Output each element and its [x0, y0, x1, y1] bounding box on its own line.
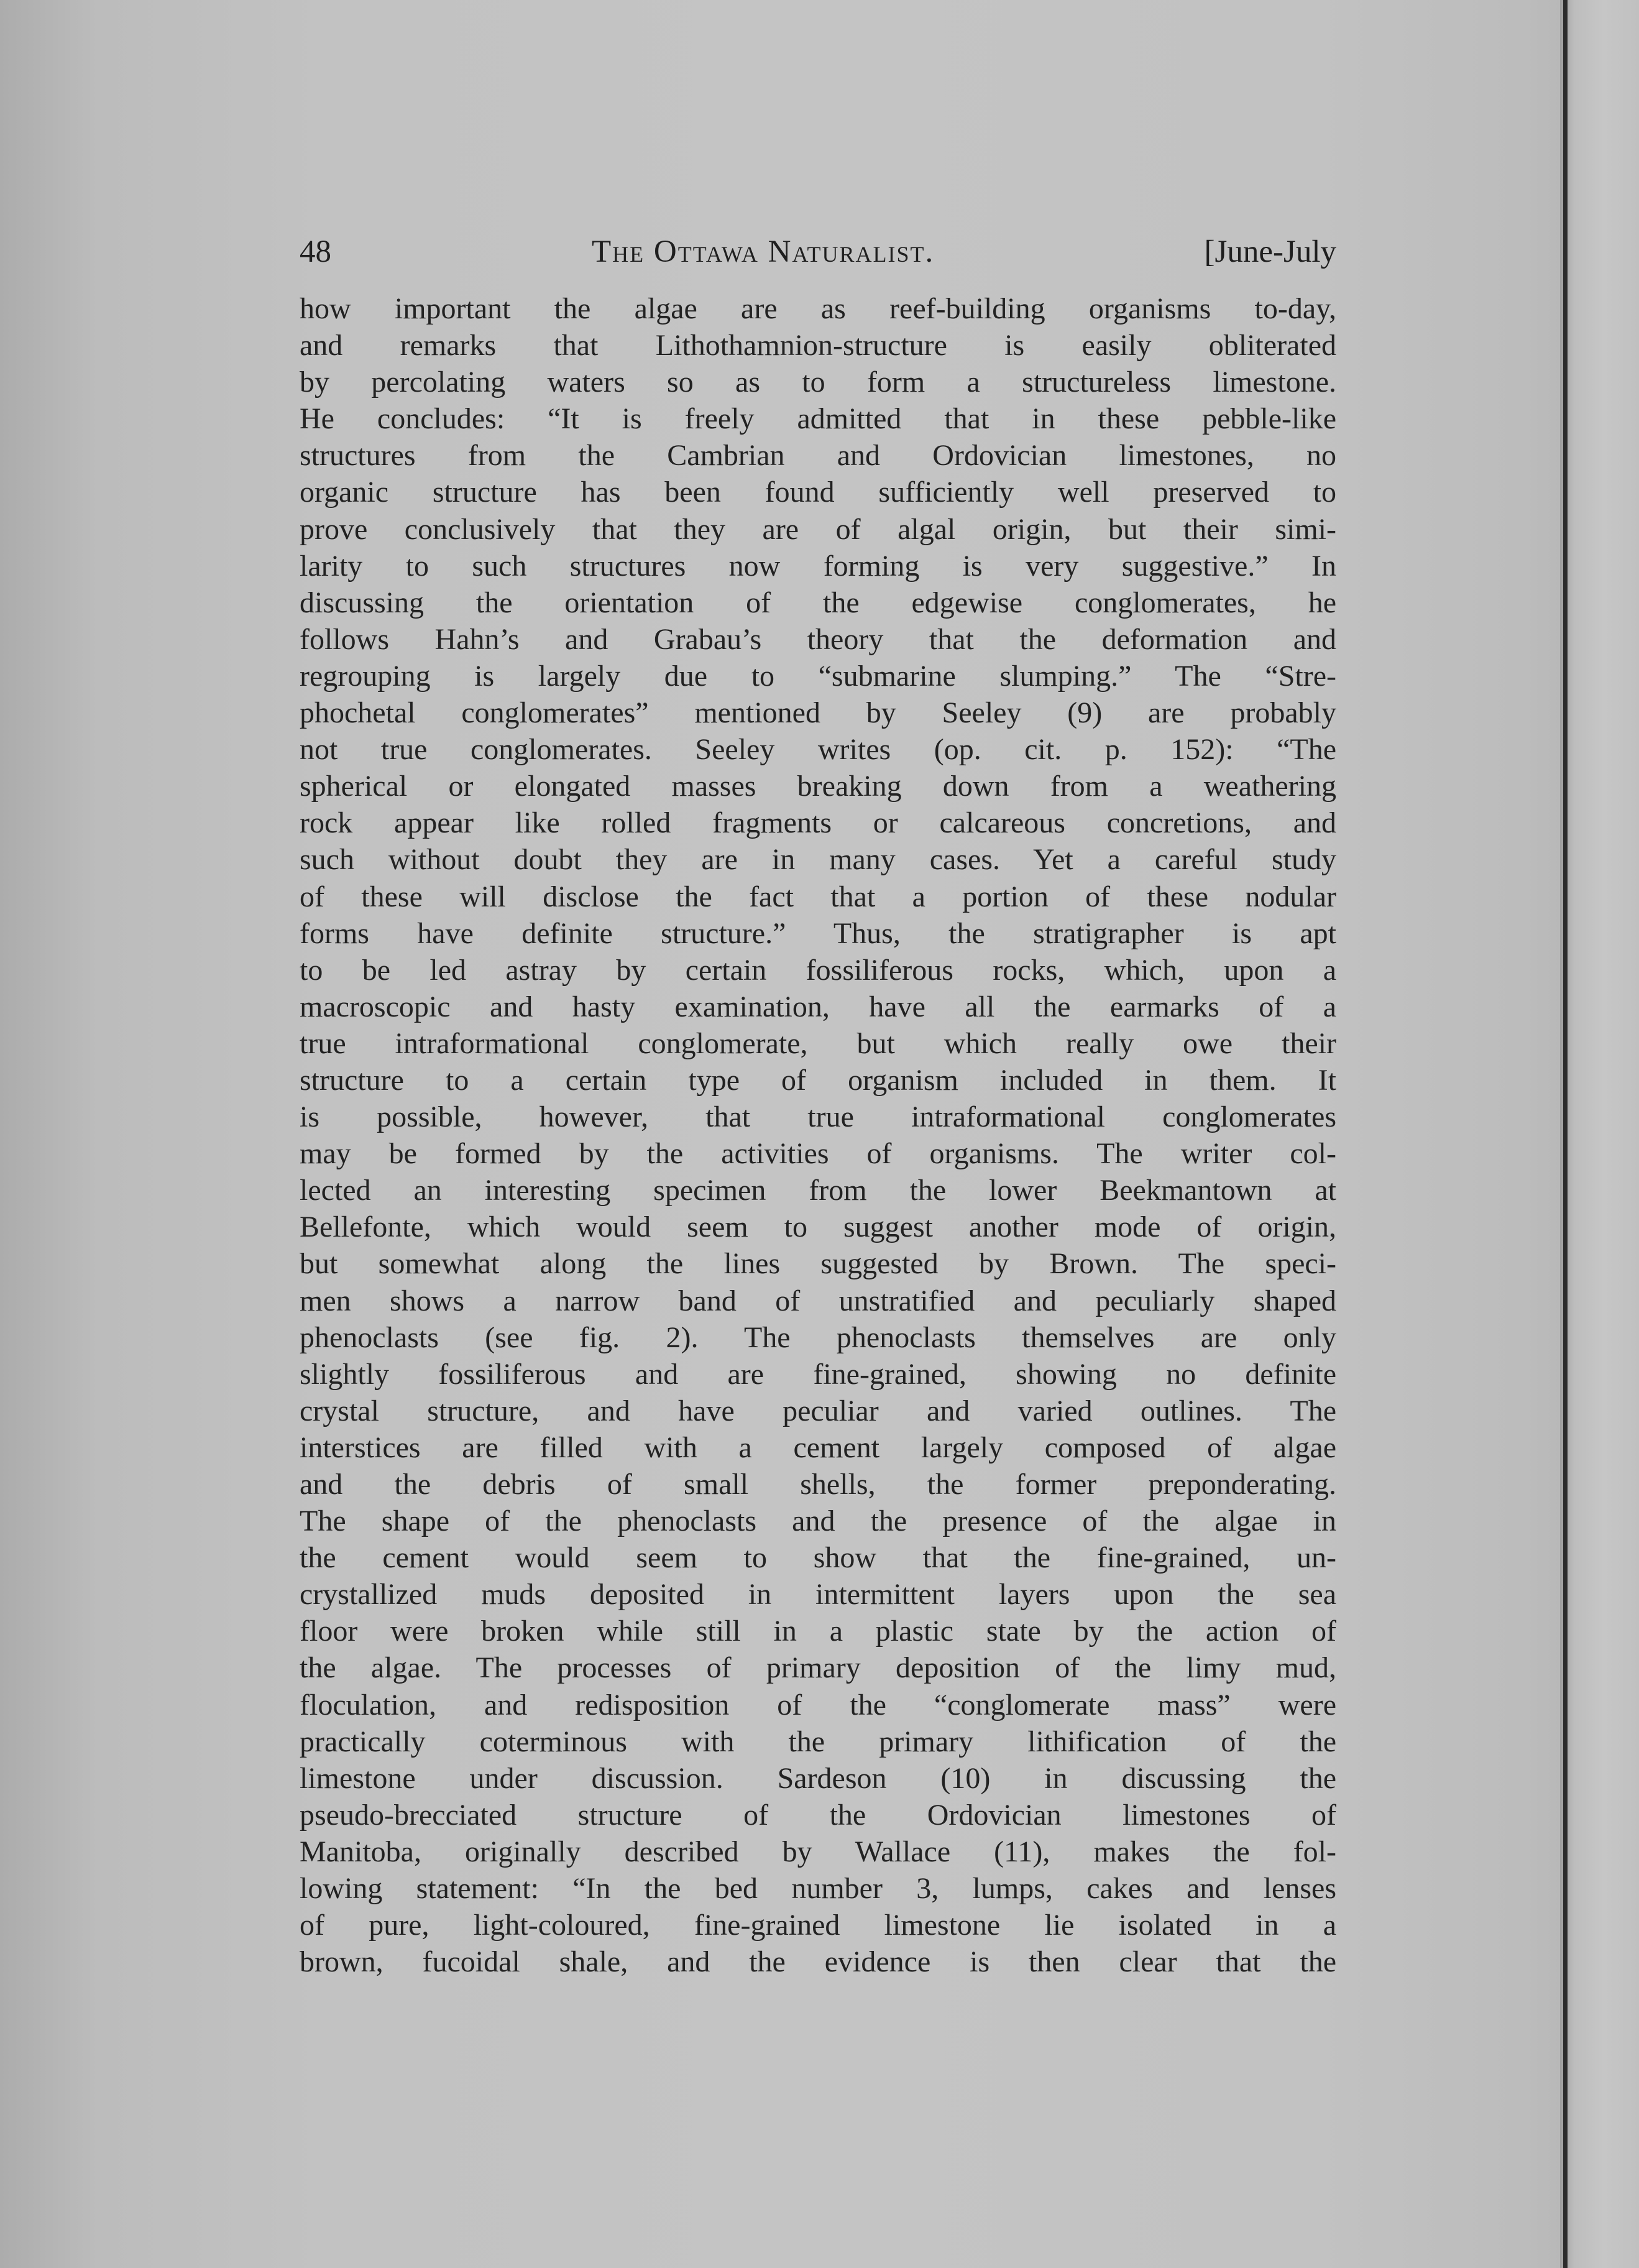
- text-line: such without doubt they are in many cases. Yet a careful study: [300, 843, 1336, 877]
- text-line: spherical or elongated masses breaking down from a weathering: [300, 770, 1336, 803]
- text-line: interstices are filled with a cement largely composed of algae: [300, 1431, 1336, 1464]
- text-line: and the debris of small shells, the former preponderating.: [300, 1468, 1336, 1501]
- text-line: Manitoba, originally described by Wallace (11), makes the fol-: [300, 1835, 1336, 1868]
- binding-edge-line: [1563, 0, 1568, 2268]
- text-line: regrouping is largely due to “submarine slumping.” The “Stre-: [300, 659, 1336, 693]
- text-line: forms have definite structure.” Thus, the stratigrapher is apt: [300, 916, 1336, 950]
- text-line: crystallized muds deposited in intermittent layers upon the sea: [300, 1578, 1336, 1611]
- text-line: limestone under discussion. Sardeson (10) in discussing the: [300, 1761, 1336, 1795]
- text-line: phenoclasts (see fig. 2). The phenoclasts themselves are only: [300, 1321, 1336, 1354]
- text-line: phochetal conglomerates” mentioned by Seeley (9) are probably: [300, 696, 1336, 730]
- text-line: macroscopic and hasty examination, have all the earmarks of a: [300, 990, 1336, 1023]
- text-line: The shape of the phenoclasts and the presence of the algae in: [300, 1505, 1336, 1538]
- text-line: organic structure has been found sufficiently well preserved to: [300, 476, 1336, 509]
- text-line: rock appear like rolled fragments or calcareous concretions, and: [300, 806, 1336, 840]
- text-line: discussing the orientation of the edgewise conglomerates, he: [300, 586, 1336, 619]
- text-line: of these will disclose the fact that a portion of these nodular: [300, 880, 1336, 913]
- text-line: true intraformational conglomerate, but which really owe their: [300, 1026, 1336, 1060]
- journal-title: The Ottawa Naturalist.: [592, 234, 935, 269]
- text-line: not true conglomerates. Seeley writes (op. cit. p. 152): “The: [300, 733, 1336, 767]
- binding-gutter: [1560, 0, 1639, 2268]
- text-line: slightly fossiliferous and are fine-grained, showing no definite: [300, 1357, 1336, 1391]
- page-number: 48: [300, 234, 331, 269]
- text-line: structure to a certain type of organism included in them. It: [300, 1063, 1336, 1097]
- text-line: but somewhat along the lines suggested by Brown. The speci-: [300, 1247, 1336, 1281]
- text-line: lowing statement: “In the bed number 3, lumps, cakes and lenses: [300, 1872, 1336, 1906]
- text-line: the cement would seem to show that the fine-grained, un-: [300, 1541, 1336, 1575]
- text-line: and remarks that Lithothamnion-structure is easily obliterated: [300, 329, 1336, 362]
- text-line: practically coterminous with the primary lithification of the: [300, 1725, 1336, 1758]
- text-line: how important the algae are as reef-building organisms to-day,: [300, 292, 1336, 325]
- article-body: [300, 290, 1336, 1980]
- text-line: pseudo-brecciated structure of the Ordovician limestones of: [300, 1798, 1336, 1832]
- running-header: [300, 227, 1336, 277]
- text-line: to be led astray by certain fossiliferous rocks, which, upon a: [300, 953, 1336, 987]
- text-line: floor were broken while still in a plastic state by the action of: [300, 1615, 1336, 1648]
- text-line: the algae. The processes of primary deposition of the limy mud,: [300, 1651, 1336, 1685]
- text-line: He concludes: “It is freely admitted that in these pebble-like: [300, 402, 1336, 436]
- text-line: men shows a narrow band of unstratified and peculiarly shaped: [300, 1284, 1336, 1317]
- text-line: floculation, and redisposition of the “conglomerate mass” were: [300, 1688, 1336, 1722]
- text-line: crystal structure, and have peculiar and varied outlines. The: [300, 1394, 1336, 1427]
- issue-date: [June-July: [1204, 234, 1336, 269]
- text-line: Bellefonte, which would seem to suggest another mode of origin,: [300, 1210, 1336, 1244]
- text-line: is possible, however, that true intraformational conglomerates: [300, 1100, 1336, 1134]
- text-line: may be formed by the activities of organisms. The writer col-: [300, 1137, 1336, 1171]
- text-line: by percolating waters so as to form a structureless limestone.: [300, 366, 1336, 399]
- text-line: structures from the Cambrian and Ordovician limestones, no: [300, 439, 1336, 472]
- text-line: brown, fucoidal shale, and the evidence is then clear that the: [300, 1945, 1336, 1979]
- text-line: of pure, light-coloured, fine-grained limestone lie isolated in a: [300, 1909, 1336, 1942]
- text-line: prove conclusively that they are of algal origin, but their simi-: [300, 512, 1336, 546]
- text-line: lected an interesting specimen from the lower Beekmantown at: [300, 1174, 1336, 1207]
- text-line: follows Hahn’s and Grabau’s theory that the deformation and: [300, 622, 1336, 656]
- text-line: larity to such structures now forming is very suggestive.” In: [300, 549, 1336, 583]
